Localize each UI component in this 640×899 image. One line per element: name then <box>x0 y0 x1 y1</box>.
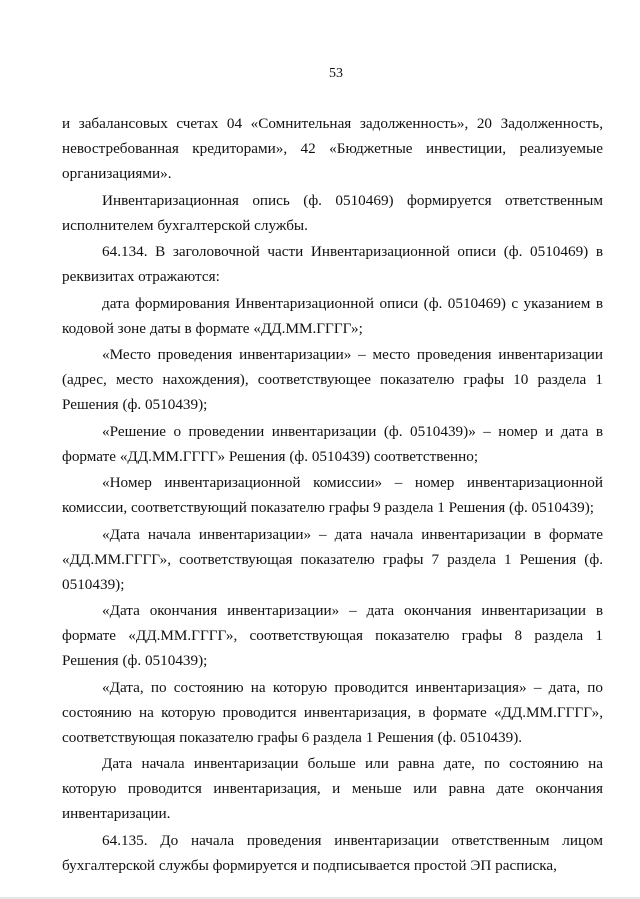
paragraph: Инвентаризационная опись (ф. 0510469) формируется ответственным исполнителем бухгалтерской службы. <box>62 191 603 234</box>
paragraph: 64.134. В заголовочной части Инвентаризационной описи (ф. 0510469) в реквизитах отражаются: <box>62 243 603 285</box>
document-body <box>62 111 603 878</box>
paragraph: дата формирования Инвентаризационной описи (ф. 0510469) с указанием в кодовой зоне даты в формате «ДД.ММ.ГГГГ»; <box>62 294 603 337</box>
paragraph: «Номер инвентаризационной комиссии» – номер инвентаризационной комиссии, соответствующий показателю графы 9 раздела 1 Решения (ф. 0510439); <box>62 474 603 516</box>
paragraph: «Место проведения инвентаризации» – место проведения инвентаризации (адрес, место нахождения), соответствующее показателю графы 10 раздела 1 Решения (ф. 0510439); <box>62 346 603 413</box>
paragraph: 64.135. До начала проведения инвентаризации ответственным лицом бухгалтерской службы формируется и подписывается простой ЭП расписка, <box>62 831 603 874</box>
page-number: 53 <box>329 66 343 81</box>
paragraph: «Решение о проведении инвентаризации (ф. 0510439)» – номер и дата в формате «ДД.ММ.ГГГГ» Решения (ф. 0510439) соответственно; <box>62 422 603 465</box>
paragraph: и забалансовых счетах 04 «Сомнительная задолженность», 20 Задолженность, невостребованная кредиторами», 42 «Бюджетные инвестиции, реализуемые организациями». <box>62 115 603 182</box>
paragraph: «Дата, по состоянию на которую проводится инвентаризация» – дата, по состоянию на которую проводится инвентаризация, в формате «ДД.ММ.ГГГГ», соответствующая показателю графы 6 раздела 1 Решения (ф. 0510439). <box>62 678 603 746</box>
paragraph: Дата начала инвентаризации больше или равна дате, по состоянию на которую проводится инвентаризация, и меньше или равна дате окончания инвентаризации. <box>62 755 603 822</box>
paragraph: «Дата начала инвентаризации» – дата начала инвентаризации в формате «ДД.ММ.ГГГГ», соответствующая показателю графы 7 раздела 1 Решения (ф. 0510439); <box>62 525 603 593</box>
paragraph: «Дата окончания инвентаризации» – дата окончания инвентаризации в формате «ДД.ММ.ГГГГ», соответствующая показателю графы 8 раздела 1 Решения (ф. 0510439); <box>62 602 603 669</box>
